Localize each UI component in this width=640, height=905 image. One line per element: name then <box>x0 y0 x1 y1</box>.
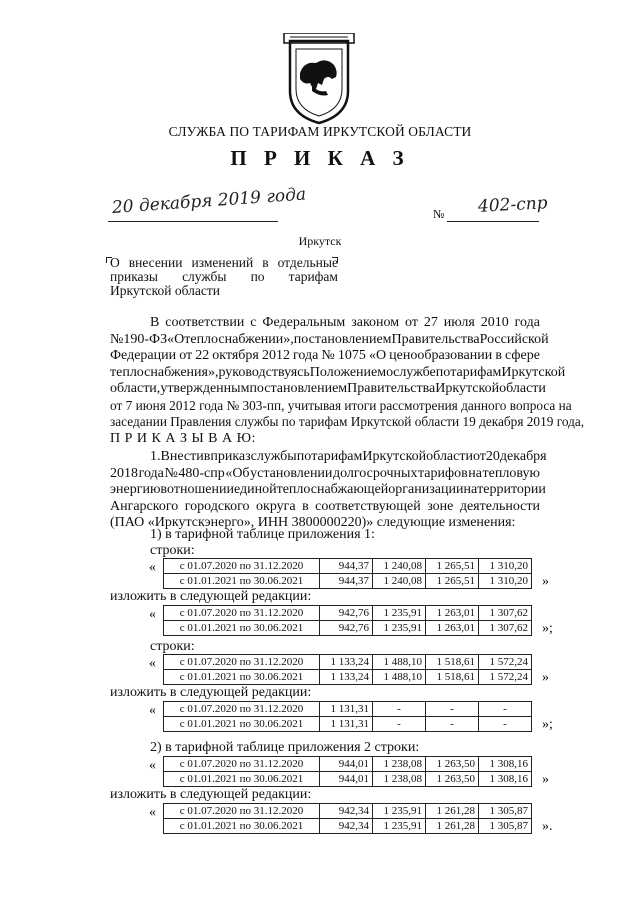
text-line: теплоснабжения», руководствуясь Положением о службе по тарифам Иркутской <box>110 364 566 380</box>
value-cell: 1 305,87 <box>479 819 532 834</box>
value-cell: 1 131,31 <box>320 717 373 732</box>
edit-label: изложить в следующей редакции: <box>110 589 312 604</box>
period-cell: с 01.01.2021 по 30.06.2021 <box>164 574 320 589</box>
table-row <box>164 757 532 772</box>
value-cell: 942,34 <box>320 819 373 834</box>
open-quote: « <box>149 560 156 575</box>
handwritten-date: 20 декабря 2019 года <box>111 184 307 218</box>
close-quote: »; <box>542 621 553 636</box>
value-cell: 1 263,01 <box>426 606 479 621</box>
value-cell: - <box>373 702 426 717</box>
open-quote: « <box>149 703 156 718</box>
value-cell: 1 310,20 <box>479 559 532 574</box>
value-cell: 1 263,50 <box>426 757 479 772</box>
value-cell: - <box>479 702 532 717</box>
value-cell: 944,37 <box>320 559 373 574</box>
edit-label: изложить в следующей редакции: <box>110 685 312 700</box>
value-cell: 1 572,24 <box>479 670 532 685</box>
order-word: П Р И К А З Ы В А Ю: <box>110 430 256 446</box>
value-cell: 1 305,87 <box>479 804 532 819</box>
period-cell: с 01.07.2020 по 31.12.2020 <box>164 804 320 819</box>
tariff-table <box>163 756 532 787</box>
tariff-table <box>163 605 532 636</box>
preamble-paragraph <box>110 315 585 447</box>
close-quote: » <box>542 574 549 589</box>
date-underline <box>108 221 278 222</box>
sub-item-1-label: 1) в тарифной таблице приложения 1: <box>150 527 375 542</box>
table-row <box>164 574 532 589</box>
value-cell: 1 307,62 <box>479 606 532 621</box>
value-cell: 1 572,24 <box>479 655 532 670</box>
open-quote: « <box>149 758 156 773</box>
value-cell: 1 261,28 <box>426 804 479 819</box>
table-row <box>164 559 532 574</box>
tariff-table <box>163 558 532 589</box>
subject-line: приказы службы по тарифам <box>110 269 338 284</box>
table-row <box>164 655 532 670</box>
close-quote: » <box>542 819 549 834</box>
value-cell: 1 488,10 <box>373 655 426 670</box>
table-row <box>164 670 532 685</box>
value-cell: 1 308,16 <box>479 772 532 787</box>
value-cell: 942,34 <box>320 804 373 819</box>
value-cell: 1 240,08 <box>373 574 426 589</box>
document-type-title: П Р И К А З <box>230 146 410 170</box>
rows-label: строки: <box>150 543 195 558</box>
period-cell: с 01.07.2020 по 31.12.2020 <box>164 655 320 670</box>
text-line: Федерации от 22 октября 2012 года № 1075 «О ценообразовании в сфере <box>110 348 540 363</box>
period-cell: с 01.07.2020 по 31.12.2020 <box>164 559 320 574</box>
period-cell: с 01.01.2021 по 30.06.2021 <box>164 772 320 787</box>
tariff-table <box>163 654 532 685</box>
period-cell: с 01.01.2021 по 30.06.2021 <box>164 819 320 834</box>
item-1-paragraph <box>110 449 547 532</box>
number-underline <box>447 221 539 222</box>
tariff-table <box>163 803 532 834</box>
value-cell: 1 240,08 <box>373 559 426 574</box>
table-row <box>164 804 532 819</box>
text-line: (ПАО «Иркутскэнерго», ИНН 3800000220)» следующие изменения: <box>110 515 516 530</box>
table-row <box>164 702 532 717</box>
value-cell: 1 235,91 <box>373 606 426 621</box>
value-cell: 944,01 <box>320 757 373 772</box>
period-cell: с 01.01.2021 по 30.06.2021 <box>164 670 320 685</box>
value-cell: 944,37 <box>320 574 373 589</box>
closing-period: . <box>549 819 553 834</box>
value-cell: - <box>426 717 479 732</box>
open-quote: « <box>149 805 156 820</box>
period-cell: с 01.01.2021 по 30.06.2021 <box>164 717 320 732</box>
table-row <box>164 717 532 732</box>
value-cell: 1 265,51 <box>426 559 479 574</box>
open-quote: « <box>149 607 156 622</box>
value-cell: 1 261,28 <box>426 819 479 834</box>
value-cell: 1 308,16 <box>479 757 532 772</box>
value-cell: 1 238,08 <box>373 757 426 772</box>
subject-line: Иркутской области <box>110 283 221 298</box>
value-cell: 1 235,91 <box>373 621 426 636</box>
text-line: заседании Правления службы по тарифам Иркутской области 19 декабря 2019 года, <box>110 414 585 429</box>
value-cell: 1 310,20 <box>479 574 532 589</box>
period-cell: с 01.07.2020 по 31.12.2020 <box>164 606 320 621</box>
text-line: области, утвержденным постановлением Правительства Иркутской области <box>110 381 546 396</box>
handwritten-order-number: 402-спр <box>477 193 549 217</box>
value-cell: 1 518,61 <box>426 670 479 685</box>
text-line: энергию в отношении единой теплоснабжающей организации на территории <box>110 482 546 497</box>
value-cell: - <box>373 717 426 732</box>
agency-name: СЛУЖБА ПО ТАРИФАМ ИРКУТСКОЙ ОБЛАСТИ <box>168 124 472 139</box>
close-quote: » <box>542 772 549 787</box>
value-cell: 1 263,50 <box>426 772 479 787</box>
tariff-table <box>163 701 532 732</box>
text-line: от 7 июня 2012 года № 303-пп, учитывая итоги рассмотрения данного вопроса на <box>110 397 572 413</box>
value-cell: 1 131,31 <box>320 702 373 717</box>
text-line: Ангарского городского округа в соответствующей зоне деятельности <box>110 498 540 514</box>
table-row <box>164 621 532 636</box>
city-name: Иркутск <box>298 234 342 248</box>
text-line: № 190-ФЗ «О теплоснабжении», постановлением Правительства Российской <box>110 331 549 347</box>
subject-line: О внесении изменений в отдельные <box>110 255 338 270</box>
text-line: 2018 года № 480-спр «Об установлении долгосрочных тарифов на тепловую <box>110 465 540 481</box>
value-cell: 942,76 <box>320 621 373 636</box>
rows-label: строки: <box>150 639 195 654</box>
value-cell: 942,76 <box>320 606 373 621</box>
edit-label: изложить в следующей редакции: <box>110 787 312 802</box>
value-cell: 1 518,61 <box>426 655 479 670</box>
period-cell: с 01.07.2020 по 31.12.2020 <box>164 702 320 717</box>
value-cell: 1 488,10 <box>373 670 426 685</box>
value-cell: 1 238,08 <box>373 772 426 787</box>
value-cell: 1 235,91 <box>373 819 426 834</box>
value-cell: - <box>426 702 479 717</box>
close-quote: »; <box>542 717 553 732</box>
value-cell: 944,01 <box>320 772 373 787</box>
coat-of-arms-emblem <box>282 33 356 125</box>
value-cell: 1 263,01 <box>426 621 479 636</box>
text-line: 1. Внести в приказ службы по тарифам Иркутской области от 20 декабря <box>150 449 547 464</box>
value-cell: - <box>479 717 532 732</box>
sub-item-2-label: 2) в тарифной таблице приложения 2 строки: <box>150 740 420 755</box>
number-sign: № <box>433 207 445 221</box>
value-cell: 1 133,24 <box>320 670 373 685</box>
table-row <box>164 606 532 621</box>
value-cell: 1 307,62 <box>479 621 532 636</box>
close-quote: » <box>542 670 549 685</box>
period-cell: с 01.07.2020 по 31.12.2020 <box>164 757 320 772</box>
value-cell: 1 235,91 <box>373 804 426 819</box>
table-row <box>164 819 532 834</box>
text-line: В соответствии с Федеральным законом от 27 июля 2010 года <box>150 315 540 330</box>
order-subject <box>110 256 338 298</box>
value-cell: 1 133,24 <box>320 655 373 670</box>
table-row <box>164 772 532 787</box>
value-cell: 1 265,51 <box>426 574 479 589</box>
period-cell: с 01.01.2021 по 30.06.2021 <box>164 621 320 636</box>
open-quote: « <box>149 656 156 671</box>
